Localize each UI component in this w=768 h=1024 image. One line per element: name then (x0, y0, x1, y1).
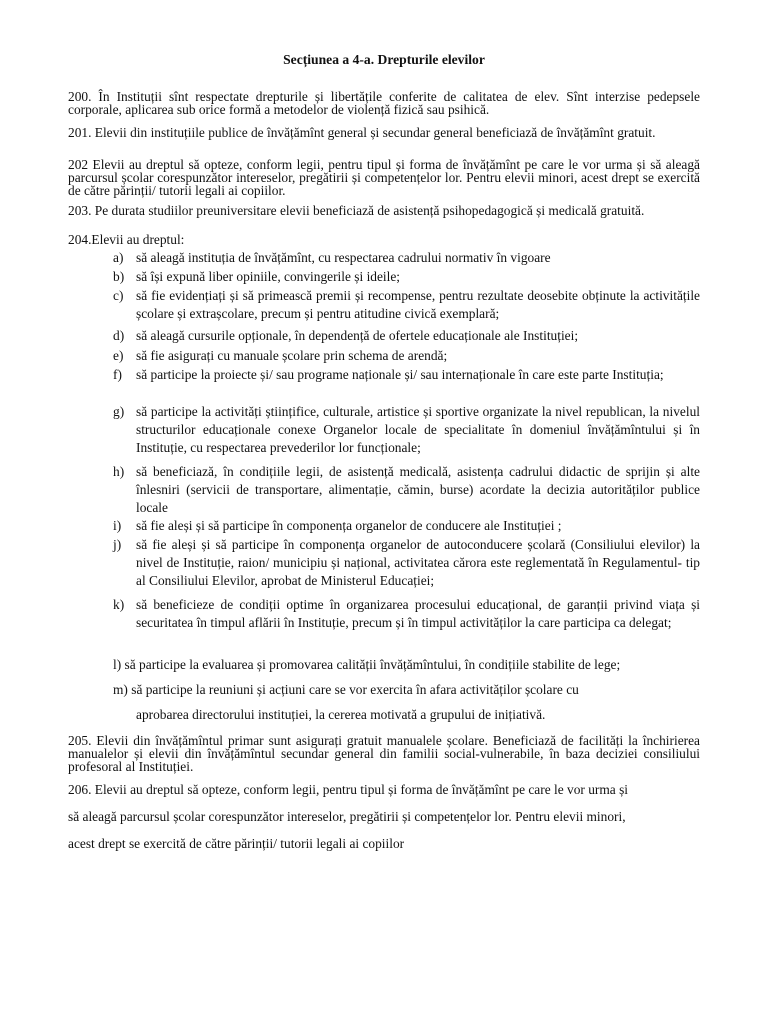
item-label: f) (113, 367, 122, 382)
paragraph-206-line-1: 206. Elevii au dreptul să opteze, conform legii, pentru tipul și forma de învățămînt pe care le vor urma și (68, 782, 629, 797)
paragraph-205: 205. Elevii din învățămîntul primar sunt asigurați gratuit manualele școlare. Beneficiază de facilități la închirierea manualelor și elevii din învățămîntul secundar general din familii social-vulnerabile, în baza deciziei consiliului profesoral al Instituției. (68, 733, 700, 774)
item-text: să își expună liber opiniile, convingerile și ideile; (136, 269, 401, 284)
item-text: să fie aleși și să participe în componența organelor de autoconducere școlară (Consiliului elevilor) la nivel de Instituție, raion/ municipiu și național, activitatea cărora este reglementată în Regulamentul- tip al Consiliului Elevilor, aprobat de Ministerul Educației; (136, 537, 700, 588)
item-text: să participe la activități științifice, culturale, artistice și sportive organizate la nivel republican, la nivelul structurilor educaționale conexe Organelor locale de specialitate în domeniul învățămîntului și în Instituție, cu respectarea prevederilor lor funcționale; (136, 404, 700, 455)
item-label: a) (113, 250, 124, 265)
item-text: să beneficiază, în condițiile legii, de asistență medicală, asistența cadrului didactic de sprijin și alte înlesniri (servicii de transportare, alimentație, cămin, burse) acordate la decizia autorităților publice locale (136, 464, 700, 515)
right-item-l (113, 656, 700, 674)
item-label: k) (113, 597, 125, 612)
item-text: să participe la reuniuni și acțiuni care se vor exercita în afara activităților școlare cu (131, 682, 579, 697)
item-label: m) (113, 682, 128, 697)
right-item-k (113, 596, 700, 632)
item-label: d) (113, 328, 125, 343)
item-label: b) (113, 269, 125, 284)
item-label: i) (113, 518, 122, 533)
item-text: să participe la evaluarea și promovarea calității învățămîntului, în condițiile stabilite de lege; (124, 657, 621, 672)
right-item-f (113, 366, 700, 384)
right-item-i (113, 517, 700, 535)
paragraph-200: 200. În Instituții sînt respectate drepturile și libertățile conferite de calitatea de elev. Sînt interzise pedepsele corporale, aplicarea sub orice formă a metodelor de violență fizică sau psihică. (68, 89, 700, 117)
right-item-g (113, 403, 700, 457)
item-text: să aleagă instituția de învățămînt, cu respectarea cadrului normativ în vigoare (136, 250, 551, 265)
right-item-b (113, 268, 700, 286)
paragraph-202: 202 Elevii au dreptul să opteze, conform legii, pentru tipul și forma de învățămînt pe care le vor urma și să aleagă parcursul școlar corespunzător intereselor, pregătirii și competențelor lor. Pentru elevii minori, acest drept se exercită de către părinții/ tutorii legali ai copiilor. (68, 157, 700, 198)
item-text: să aleagă cursurile opționale, în dependență de ofertele educaționale ale Instituției; (136, 328, 579, 343)
item-text: să fie asigurați cu manuale școlare prin schema de arendă; (136, 348, 448, 363)
item-text: să fie evidențiați și să primească premii și recompense, pentru rezultate deosebite obținute la activitățile școlare și extrașcolare, precum și pentru atitudine civică exemplară; (136, 288, 700, 321)
paragraph-201: 201. Elevii din instituțiile publice de învățămînt general și secundar general beneficiază de învățămînt gratuit. (68, 125, 656, 140)
item-text: să fie aleși și să participe în componența organelor de conducere ale Instituției ; (136, 518, 562, 533)
paragraph-203: 203. Pe durata studiilor preuniversitare elevii beneficiază de asistență psihopedagogică și medicală gratuită. (68, 203, 645, 218)
item-text: să participe la proiecte și/ sau programe naționale și/ sau internaționale în care este parte Instituția; (136, 367, 664, 382)
item-label: j) (113, 537, 122, 552)
item-label: e) (113, 348, 124, 363)
paragraph-206-line-3: acest drept se exercită de către părinții/ tutorii legali ai copiilor (68, 836, 405, 851)
right-item-j (113, 536, 700, 590)
right-item-m (113, 681, 700, 699)
right-item-m-continuation: aprobarea directorului instituției, la cererea motivată a grupului de inițiativă. (136, 707, 546, 722)
paragraph-204-intro: 204.Elevii au dreptul: (68, 232, 185, 247)
item-label: c) (113, 288, 124, 303)
right-item-e (113, 347, 700, 365)
item-label: g) (113, 404, 125, 419)
right-item-d (113, 327, 700, 345)
right-item-a (113, 249, 700, 267)
right-item-h (113, 463, 700, 517)
item-label: l) (113, 657, 122, 672)
right-item-c (113, 287, 700, 323)
item-label: h) (113, 464, 125, 479)
section-title: Secțiunea a 4-a. Drepturile elevilor (283, 52, 485, 67)
item-text: să beneficieze de condiții optime în organizarea procesului educațional, de garanții privind viața și securitatea în timpul aflării în Instituție, precum și în timpul activităților la care participa ca delegat; (136, 597, 700, 630)
paragraph-206-line-2: să aleagă parcursul școlar corespunzător intereselor, pregătirii și competențelor lor. Pentru elevii minori, (68, 809, 626, 824)
